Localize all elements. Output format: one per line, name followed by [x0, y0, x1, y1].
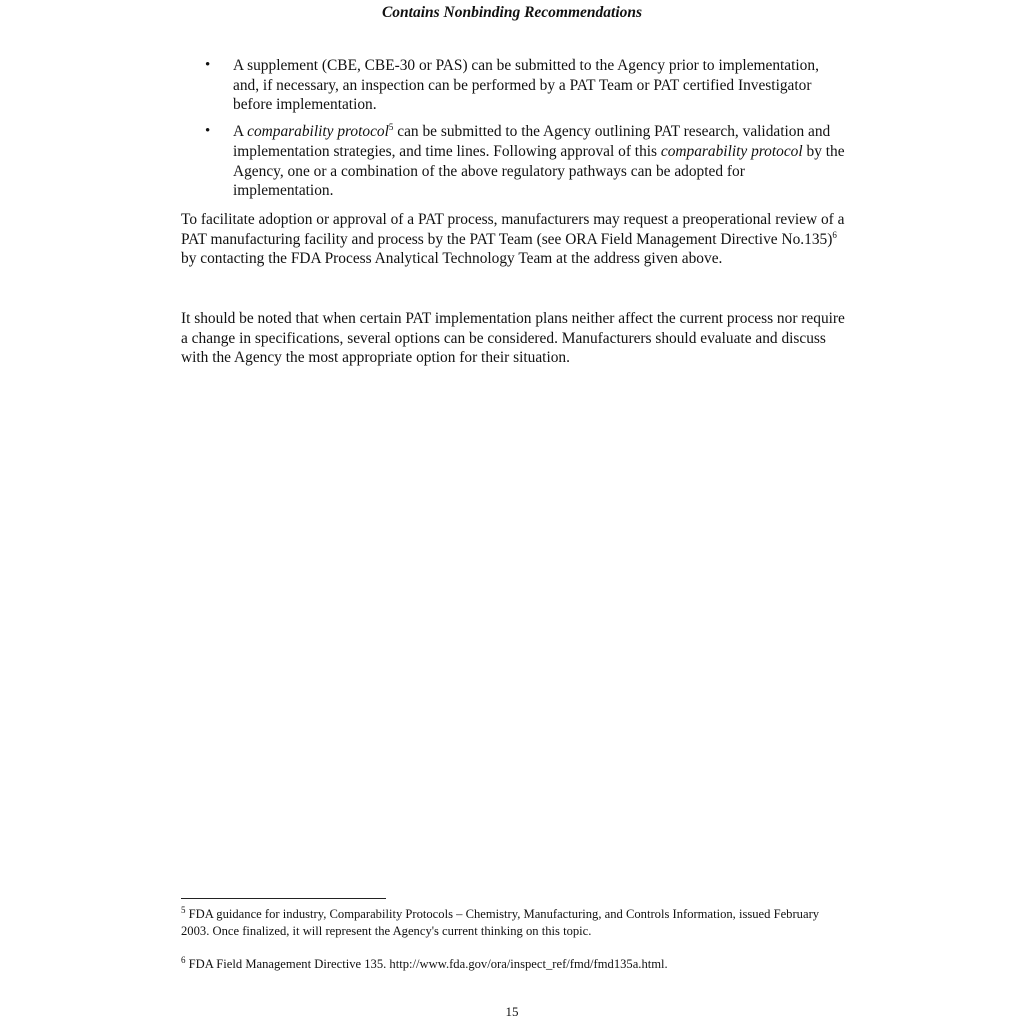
footnote-number: 5 [181, 904, 186, 915]
bullet-text-lead: A [233, 123, 248, 141]
bullet-list [205, 56, 845, 208]
bullet-item-supplement [205, 56, 845, 115]
footnote-ref-5[interactable]: 5 [388, 121, 394, 132]
bullet-item-comparability-protocol [205, 122, 845, 201]
bullet-dot-icon: • [205, 57, 211, 73]
footnote-number: 6 [181, 954, 186, 965]
paragraph-implementation-options: It should be noted that when certain PAT implementation plans neither affect the current process nor require a change in specifications, several options can be considered. Manufacturers should evaluate and discuss with the Agency the most appropriate option for their situation. [181, 310, 845, 367]
bullet-dot-icon: • [205, 123, 211, 140]
footnote-ref-6[interactable]: 6 [832, 229, 837, 240]
footnote-text: FDA Field Management Directive 135. http://www.fda.gov/ora/inspect_ref/fmd/fmd135a.html. [185, 957, 668, 971]
footnote-6 [181, 956, 831, 973]
term-comparability-protocol: comparability protocol [247, 123, 389, 141]
bullet-text-tail: by the Agency, one or a combination of the above regulatory pathways can be adopted for implementation. [233, 142, 845, 200]
footnote-5 [181, 906, 831, 940]
paragraph-text-cont: by contacting the FDA Process Analytical Technology Team at the address given above. [181, 250, 723, 268]
paragraph-text: To facilitate adoption or approval of a PAT process, manufacturers may request a preoperational review of a PAT manufacturing facility and process by the PAT Team (see ORA Field Management Directive No.135) [181, 211, 845, 248]
page-number: 15 [505, 1004, 519, 1019]
term-comparability-protocol-2: comparability protocol [660, 142, 803, 160]
footnote-divider [181, 898, 386, 899]
bullet-text: A supplement (CBE, CBE-30 or PAS) can be submitted to the Agency prior to implementation, and, if necessary, an inspection can be performed by a PAT Team or PAT certified Investigator before implementation. [233, 57, 819, 114]
footnote-text: FDA guidance for industry, Comparability Protocols – Chemistry, Manufacturing, and Controls Information, issued February 2003. Once finalized, it will represent the Agency's current thinking on this topic. [181, 907, 820, 938]
paragraph-preoperational-review [181, 210, 846, 269]
bullet-text-mid: can be submitted to the Agency outlining PAT research, validation and implementation strategies, and time lines. Following approval of this [233, 123, 831, 160]
running-header: Contains Nonbinding Recommendations [381, 4, 643, 21]
